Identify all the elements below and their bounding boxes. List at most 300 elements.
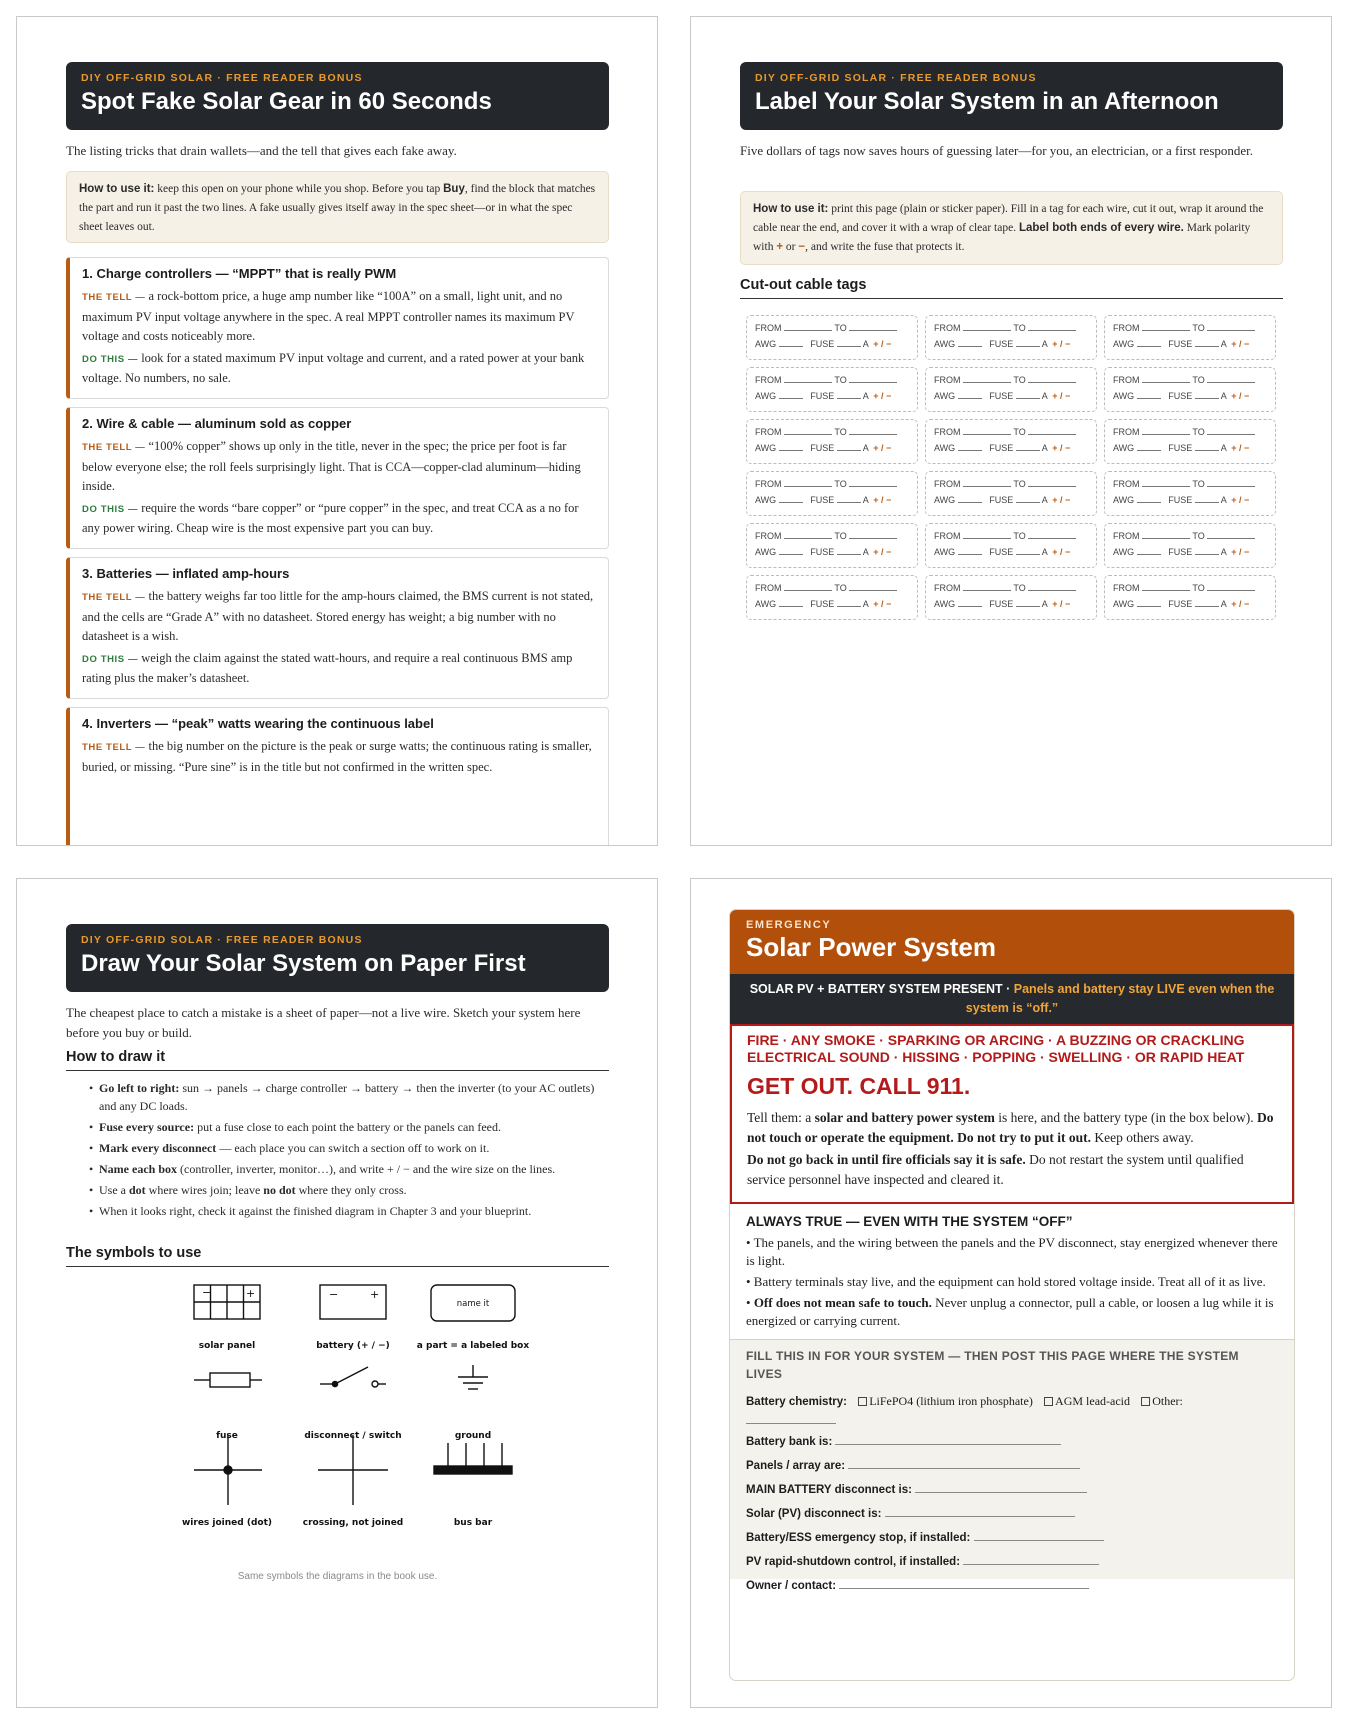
- tag-fuse-label: FUSE: [1168, 599, 1193, 609]
- cable-tag[interactable]: [746, 523, 918, 568]
- list-item: [89, 1080, 609, 1115]
- to-blank[interactable]: [1028, 382, 1076, 383]
- tag-row-ends: [755, 375, 909, 391]
- field-label: MAIN BATTERY disconnect is:: [746, 1484, 912, 1496]
- fuse-icon: [194, 1373, 262, 1387]
- awg-blank[interactable]: [958, 502, 982, 503]
- option-label: Other:: [1152, 1394, 1183, 1408]
- fuse-blank[interactable]: [1195, 398, 1219, 399]
- tag-to-label: TO: [834, 531, 847, 541]
- tag-fuse-label: FUSE: [810, 547, 835, 557]
- list-item: [89, 1119, 609, 1137]
- always-item: • Off does not mean safe to touch. Never unplug a connector, pull a cable, or loosen a lug while it is energized or carrying current.: [746, 1295, 1274, 1328]
- intro-text: The listing tricks that drain wallets—and the tell that gives each fake away.: [66, 143, 457, 158]
- cable-tag[interactable]: [746, 471, 918, 516]
- to-blank[interactable]: [1028, 330, 1076, 331]
- to-blank[interactable]: [1207, 434, 1255, 435]
- checkbox-lifepo4[interactable]: [858, 1397, 867, 1406]
- option-label: AGM lead-acid: [1055, 1394, 1131, 1408]
- tag-from-label: FROM: [755, 531, 782, 541]
- tag-row-specs: [755, 495, 909, 511]
- tag-polarity: + / −: [1052, 599, 1071, 609]
- cable-tag[interactable]: [925, 523, 1097, 568]
- card-do: [82, 499, 596, 539]
- tag-amp-unit: A: [1041, 599, 1048, 609]
- tag-awg-label: AWG: [934, 339, 956, 349]
- awg-blank[interactable]: [1137, 606, 1161, 607]
- always-bold: Off does not mean safe to touch.: [753, 1295, 932, 1310]
- from-blank[interactable]: [1142, 434, 1190, 435]
- checkbox-other[interactable]: [1141, 1397, 1150, 1406]
- cable-tag[interactable]: [746, 367, 918, 412]
- battery-icon: [320, 1285, 386, 1319]
- tag-to-label: TO: [1192, 583, 1205, 593]
- tag-amp-unit: A: [862, 339, 869, 349]
- switch-icon: [320, 1367, 386, 1387]
- how-to-label: How to use it:: [79, 183, 155, 195]
- to-blank[interactable]: [1028, 590, 1076, 591]
- tag-to-label: TO: [1192, 427, 1205, 437]
- tip-card: [66, 557, 609, 699]
- minus-sign: −: [798, 241, 806, 253]
- tag-row-specs: [934, 599, 1088, 615]
- item-text: — each place you can switch a section off to work on it.: [216, 1140, 490, 1155]
- cable-tag[interactable]: [746, 419, 918, 464]
- chemistry-field: [746, 1392, 1278, 1434]
- from-blank[interactable]: [784, 486, 832, 487]
- instruction-bold: Do not go back in until fire officials say it is safe.: [747, 1152, 1026, 1167]
- section-heading: How to draw it: [66, 1049, 609, 1071]
- card-tell: [82, 287, 596, 347]
- tag-row-specs: [755, 443, 909, 459]
- how-to-emphasis: Label both ends of every wire.: [1018, 222, 1184, 234]
- tag-fuse-label: FUSE: [1168, 495, 1193, 505]
- tag-to-label: TO: [1013, 531, 1026, 541]
- tag-from-label: FROM: [755, 479, 782, 489]
- fuse-blank[interactable]: [1016, 450, 1040, 451]
- tag-amp-unit: A: [1220, 391, 1227, 401]
- field-label: Panels / array are:: [746, 1460, 846, 1472]
- tag-polarity: + / −: [1052, 391, 1071, 401]
- tag-row-ends: [755, 479, 909, 495]
- from-blank[interactable]: [963, 382, 1011, 383]
- svg-text:+: +: [370, 1288, 380, 1301]
- tag-amp-unit: A: [1220, 339, 1227, 349]
- fuse-blank[interactable]: [1195, 502, 1219, 503]
- fuse-blank[interactable]: [1195, 450, 1219, 451]
- symbol-caption: ground: [454, 1431, 492, 1441]
- how-to-use-box: [740, 191, 1283, 265]
- tag-polarity: + / −: [1052, 495, 1071, 505]
- from-blank[interactable]: [1142, 538, 1190, 539]
- awg-blank[interactable]: [1137, 502, 1161, 503]
- awg-blank[interactable]: [779, 450, 803, 451]
- to-blank[interactable]: [1028, 434, 1076, 435]
- tag-polarity: + / −: [1231, 495, 1250, 505]
- awg-blank[interactable]: [1137, 346, 1161, 347]
- tag-row-ends: [934, 583, 1088, 599]
- tag-to-label: TO: [1013, 323, 1026, 333]
- card-tell: [82, 587, 596, 647]
- tag-amp-unit: A: [862, 547, 869, 557]
- fuse-blank[interactable]: [1195, 606, 1219, 607]
- field-input-line[interactable]: [848, 1458, 1080, 1469]
- tag-to-label: TO: [1192, 375, 1205, 385]
- tag-to-label: TO: [1013, 583, 1026, 593]
- do-label: DO THIS —: [82, 353, 139, 365]
- always-item: • The panels, and the wiring between the panels and the PV disconnect, stay energized whenever there is light.: [746, 1235, 1278, 1268]
- fire-warning-box: [730, 1024, 1294, 1204]
- tag-amp-unit: A: [1041, 391, 1048, 401]
- tag-amp-unit: A: [1041, 339, 1048, 349]
- cable-tag[interactable]: [1104, 523, 1276, 568]
- cable-tag[interactable]: [925, 575, 1097, 620]
- instruction-paragraph: [747, 1108, 1277, 1147]
- tag-amp-unit: A: [1041, 495, 1048, 505]
- plus-sign: +: [776, 241, 784, 253]
- tag-row-ends: [934, 323, 1088, 339]
- fuse-blank[interactable]: [1016, 606, 1040, 607]
- svg-text:−: −: [202, 1286, 212, 1299]
- awg-blank[interactable]: [958, 606, 982, 607]
- fuse-blank[interactable]: [837, 346, 861, 347]
- tag-row-ends: [755, 583, 909, 599]
- from-blank[interactable]: [963, 486, 1011, 487]
- tag-polarity: + / −: [1052, 339, 1071, 349]
- item-bold: dot: [129, 1182, 146, 1197]
- from-blank[interactable]: [1142, 486, 1190, 487]
- item-bold: Mark every disconnect: [99, 1140, 217, 1155]
- form-field: [746, 1506, 1278, 1530]
- cable-tag[interactable]: [925, 419, 1097, 464]
- tag-amp-unit: A: [1041, 547, 1048, 557]
- tag-polarity: + / −: [1231, 443, 1250, 453]
- placard-header: [730, 910, 1294, 974]
- fuse-blank[interactable]: [837, 502, 861, 503]
- wires-crossing-icon: [318, 1435, 388, 1505]
- from-blank[interactable]: [784, 590, 832, 591]
- field-input-line[interactable]: [915, 1482, 1087, 1493]
- fuse-blank[interactable]: [837, 606, 861, 607]
- form-field: [746, 1530, 1278, 1554]
- from-blank[interactable]: [1142, 382, 1190, 383]
- list-item: [89, 1161, 609, 1179]
- awg-blank[interactable]: [958, 450, 982, 451]
- cable-tag[interactable]: [925, 315, 1097, 360]
- tag-from-label: FROM: [1113, 375, 1140, 385]
- tag-fuse-label: FUSE: [810, 391, 835, 401]
- page-title: Spot Fake Solar Gear in 60 Seconds: [81, 88, 492, 115]
- tag-amp-unit: A: [862, 443, 869, 453]
- card-do: [82, 349, 596, 389]
- tag-amp-unit: A: [1220, 495, 1227, 505]
- form-field: [746, 1482, 1278, 1506]
- form-field: [746, 1554, 1278, 1578]
- awg-blank[interactable]: [958, 554, 982, 555]
- header-kicker: DIY OFF-GRID SOLAR · FREE READER BONUS: [81, 72, 363, 84]
- awg-blank[interactable]: [779, 606, 803, 607]
- cable-tag[interactable]: [746, 575, 918, 620]
- tag-fuse-label: FUSE: [989, 391, 1014, 401]
- tag-awg-label: AWG: [755, 339, 777, 349]
- tag-fuse-label: FUSE: [989, 495, 1014, 505]
- fuse-blank[interactable]: [1195, 346, 1219, 347]
- card-title: 4. Inverters — “peak” watts wearing the continuous label: [82, 716, 434, 731]
- symbol-caption: disconnect / switch: [304, 1431, 402, 1441]
- tag-row-ends: [1113, 427, 1267, 443]
- tag-fuse-label: FUSE: [810, 339, 835, 349]
- field-label: PV rapid-shutdown control, if installed:: [746, 1556, 961, 1568]
- awg-blank[interactable]: [1137, 398, 1161, 399]
- tag-amp-unit: A: [862, 599, 869, 609]
- tag-row-specs: [755, 339, 909, 355]
- tag-polarity: + / −: [1231, 391, 1250, 401]
- tag-awg-label: AWG: [755, 495, 777, 505]
- tag-polarity: + / −: [1231, 339, 1250, 349]
- to-blank[interactable]: [849, 382, 897, 383]
- placard-title: Solar Power System: [746, 932, 996, 962]
- tag-awg-label: AWG: [934, 599, 956, 609]
- cable-tag[interactable]: [1104, 419, 1276, 464]
- awg-blank[interactable]: [1137, 554, 1161, 555]
- item-bold: Name each box: [99, 1161, 177, 1176]
- field-input-line[interactable]: [963, 1554, 1099, 1565]
- cable-tag[interactable]: [925, 367, 1097, 412]
- awg-blank[interactable]: [779, 502, 803, 503]
- card-title: 1. Charge controllers — “MPPT” that is really PWM: [82, 266, 397, 281]
- card-tell: [82, 437, 596, 497]
- awg-blank[interactable]: [1137, 450, 1161, 451]
- tag-fuse-label: FUSE: [810, 495, 835, 505]
- tag-row-specs: [934, 443, 1088, 459]
- from-blank[interactable]: [784, 538, 832, 539]
- tag-from-label: FROM: [934, 323, 961, 333]
- tag-row-ends: [934, 375, 1088, 391]
- to-blank[interactable]: [849, 486, 897, 487]
- to-blank[interactable]: [849, 330, 897, 331]
- fuse-blank[interactable]: [837, 554, 861, 555]
- emergency-placard: [729, 909, 1295, 1681]
- other-input-line[interactable]: [746, 1413, 836, 1424]
- tag-awg-label: AWG: [755, 547, 777, 557]
- symbol-caption: battery (+ / −): [316, 1341, 390, 1351]
- labeled-box-inner-text: name it: [456, 1299, 490, 1309]
- symbol-caption: wires joined (dot): [181, 1518, 273, 1528]
- tag-to-label: TO: [1192, 479, 1205, 489]
- to-blank[interactable]: [1207, 538, 1255, 539]
- svg-text:+: +: [246, 1287, 256, 1300]
- form-field: [746, 1578, 1278, 1602]
- to-blank[interactable]: [1207, 382, 1255, 383]
- header-kicker: DIY OFF-GRID SOLAR · FREE READER BONUS: [755, 72, 1037, 84]
- how-to-text: print this page (plain or sticker paper). Fill in a tag for each wire, cut it out, wrap it around the cable near the end, and cover it with a wrap of clear tape.: [753, 203, 1264, 234]
- awg-blank[interactable]: [958, 398, 982, 399]
- tag-awg-label: AWG: [1113, 495, 1135, 505]
- how-to-text: Mark polarity with: [753, 222, 1251, 253]
- form-field: [746, 1458, 1278, 1482]
- tag-amp-unit: A: [1220, 547, 1227, 557]
- tag-awg-label: AWG: [934, 391, 956, 401]
- tag-row-specs: [1113, 443, 1267, 459]
- section-heading: ALWAYS TRUE — EVEN WITH THE SYSTEM “OFF”: [746, 1214, 1073, 1229]
- tag-row-ends: [934, 531, 1088, 547]
- fuse-blank[interactable]: [837, 398, 861, 399]
- from-blank[interactable]: [784, 330, 832, 331]
- to-blank[interactable]: [1207, 486, 1255, 487]
- tag-to-label: TO: [1192, 531, 1205, 541]
- item-text: where they only cross.: [295, 1182, 407, 1197]
- field-label: Owner / contact:: [746, 1580, 837, 1592]
- page-title: Label Your Solar System in an Afternoon: [755, 88, 1219, 115]
- to-blank[interactable]: [1028, 486, 1076, 487]
- page-cable-tags: [690, 16, 1332, 846]
- how-to-text: keep this open on your phone while you shop. Before you tap: [154, 183, 444, 195]
- tell-text: the big number on the picture is the peak or surge watts; the continuous rating is smaller, buried, or missing. “Pure sine” is in the title but not confirmed in the written spec.: [82, 739, 592, 774]
- tag-to-label: TO: [834, 427, 847, 437]
- field-label: Battery chemistry:: [746, 1396, 847, 1408]
- awg-blank[interactable]: [779, 554, 803, 555]
- tell-text: the battery weighs far too little for the amp-hours claimed, the BMS current is not stated, and the cells are “Grade A” with no datasheet. Stored energy has weight; a big number with no datasheet is a wish.: [82, 589, 594, 643]
- section-heading: Cut-out cable tags: [740, 277, 1283, 299]
- item-bold: no dot: [263, 1182, 296, 1197]
- tag-row-ends: [1113, 375, 1267, 391]
- symbol-caption: fuse: [216, 1431, 238, 1441]
- fuse-blank[interactable]: [1195, 554, 1219, 555]
- tag-from-label: FROM: [1113, 323, 1140, 333]
- tag-row-ends: [1113, 531, 1267, 547]
- tag-awg-label: AWG: [755, 599, 777, 609]
- tag-polarity: + / −: [873, 339, 892, 349]
- tag-polarity: + / −: [873, 391, 892, 401]
- card-tell: [82, 737, 596, 777]
- cable-tag[interactable]: [1104, 367, 1276, 412]
- cable-tag[interactable]: [1104, 315, 1276, 360]
- tag-row-ends: [934, 427, 1088, 443]
- form-field: [746, 1434, 1278, 1458]
- from-blank[interactable]: [1142, 330, 1190, 331]
- tag-row-ends: [755, 427, 909, 443]
- item-bold: Fuse every source:: [99, 1119, 195, 1134]
- awg-blank[interactable]: [779, 346, 803, 347]
- to-blank[interactable]: [1028, 538, 1076, 539]
- tag-row-specs: [1113, 599, 1267, 615]
- fuse-blank[interactable]: [1016, 502, 1040, 503]
- field-input-line[interactable]: [974, 1530, 1104, 1541]
- from-blank[interactable]: [1142, 590, 1190, 591]
- tag-row-specs: [934, 547, 1088, 563]
- tag-to-label: TO: [1013, 479, 1026, 489]
- tag-awg-label: AWG: [1113, 547, 1135, 557]
- system-present-banner: [730, 974, 1294, 1024]
- symbol-legend: [143, 1267, 533, 1567]
- cable-tag[interactable]: [1104, 471, 1276, 516]
- field-input-line[interactable]: [885, 1506, 1075, 1517]
- from-blank[interactable]: [784, 434, 832, 435]
- tag-amp-unit: A: [862, 391, 869, 401]
- tag-from-label: FROM: [934, 531, 961, 541]
- from-blank[interactable]: [963, 434, 1011, 435]
- awg-blank[interactable]: [958, 346, 982, 347]
- to-blank[interactable]: [1207, 590, 1255, 591]
- form-heading: FILL THIS IN FOR YOUR SYSTEM — THEN POST THIS PAGE WHERE THE SYSTEM LIVES: [746, 1349, 1239, 1381]
- tag-polarity: + / −: [873, 599, 892, 609]
- page-header: [740, 62, 1283, 130]
- ground-icon: [458, 1365, 488, 1389]
- tag-to-label: TO: [1013, 375, 1026, 385]
- tag-row-ends: [934, 479, 1088, 495]
- tell-text: “100% copper” shows up only in the title, never in the spec; the price per foot is far below everyone else; the roll feels surprisingly light. That is CCA—copper-clad aluminum—hiding inside.: [82, 439, 581, 493]
- tag-fuse-label: FUSE: [810, 443, 835, 453]
- how-to-label: How to use it:: [753, 203, 829, 215]
- from-blank[interactable]: [963, 538, 1011, 539]
- to-blank[interactable]: [849, 434, 897, 435]
- field-input-line[interactable]: [839, 1578, 1089, 1589]
- tell-text: a rock-bottom price, a huge amp number like “100A” on a small, light unit, and no maximum PV input voltage anywhere in the spec. A real MPPT controller names its maximum PV voltage and costs noticeably more.: [82, 289, 575, 343]
- checkbox-agm[interactable]: [1044, 1397, 1053, 1406]
- cable-tag[interactable]: [925, 471, 1097, 516]
- tag-fuse-label: FUSE: [1168, 547, 1193, 557]
- from-blank[interactable]: [963, 590, 1011, 591]
- how-to-use-box: [66, 171, 609, 243]
- banner-text: SOLAR PV + BATTERY SYSTEM PRESENT ·: [749, 982, 1014, 996]
- wires-joined-icon: [194, 1435, 262, 1505]
- tag-to-label: TO: [834, 479, 847, 489]
- how-to-text: , and write the fuse that protects it.: [805, 241, 965, 253]
- field-label: Solar (PV) disconnect is:: [746, 1508, 882, 1520]
- instruction-text: is here, and the battery type (in the box below).: [994, 1110, 1257, 1125]
- instruction-text: Keep others away.: [1091, 1129, 1194, 1145]
- card-title: 2. Wire & cable — aluminum sold as copper: [82, 416, 352, 431]
- symbol-caption: a part = a labeled box: [416, 1341, 530, 1351]
- tag-polarity: + / −: [873, 495, 892, 505]
- card-title: 3. Batteries — inflated amp-hours: [82, 566, 290, 581]
- fuse-blank[interactable]: [1016, 346, 1040, 347]
- cable-tag[interactable]: [1104, 575, 1276, 620]
- fuse-blank[interactable]: [1016, 398, 1040, 399]
- svg-text:−: −: [329, 1288, 339, 1301]
- to-blank[interactable]: [1207, 330, 1255, 331]
- tag-row-specs: [934, 339, 1088, 355]
- to-blank[interactable]: [849, 590, 897, 591]
- tell-label: THE TELL —: [82, 292, 146, 303]
- tag-row-ends: [1113, 323, 1267, 339]
- item-text: When it looks right, check it against the finished diagram in Chapter 3 and your blueprint.: [99, 1203, 532, 1218]
- cable-tag[interactable]: [746, 315, 918, 360]
- tag-fuse-label: FUSE: [989, 599, 1014, 609]
- fuse-blank[interactable]: [1016, 554, 1040, 555]
- tag-awg-label: AWG: [755, 443, 777, 453]
- do-label: DO THIS —: [82, 653, 139, 665]
- always-item: • Battery terminals stay live, and the equipment can hold stored voltage inside. Treat all of it as live.: [746, 1274, 1266, 1289]
- to-blank[interactable]: [849, 538, 897, 539]
- awg-blank[interactable]: [779, 398, 803, 399]
- field-input-line[interactable]: [835, 1434, 1061, 1445]
- from-blank[interactable]: [784, 382, 832, 383]
- tag-fuse-label: FUSE: [810, 599, 835, 609]
- field-label: Battery/ESS emergency stop, if installed:: [746, 1532, 971, 1544]
- fuse-blank[interactable]: [837, 450, 861, 451]
- tag-awg-label: AWG: [1113, 599, 1135, 609]
- tag-awg-label: AWG: [755, 391, 777, 401]
- tag-awg-label: AWG: [1113, 443, 1135, 453]
- from-blank[interactable]: [963, 330, 1011, 331]
- tag-row-ends: [1113, 583, 1267, 599]
- symbol-caption: solar panel: [198, 1341, 256, 1351]
- list-item: [89, 1140, 609, 1158]
- item-text: Use a: [99, 1182, 129, 1197]
- tag-to-label: TO: [834, 375, 847, 385]
- tag-awg-label: AWG: [1113, 339, 1135, 349]
